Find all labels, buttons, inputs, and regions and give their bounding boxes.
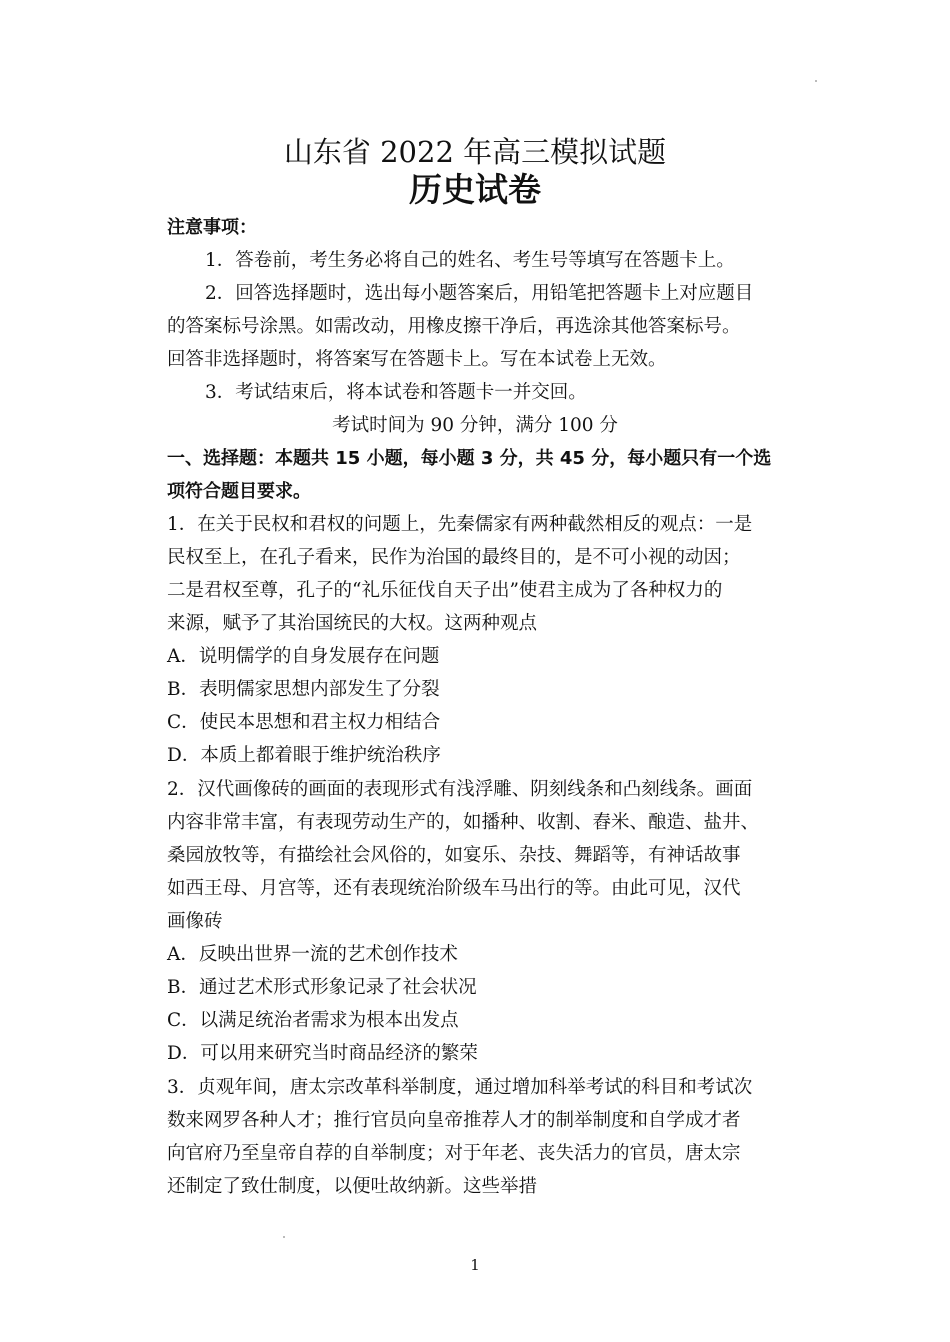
section-heading: 项符合题目要求。 (167, 481, 311, 502)
question-2-stem: 桑园放牧等，有描绘社会风俗的，如宴乐、杂技、舞蹈等，有神话故事 (167, 845, 741, 866)
exam-time-info: 考试时间为 90 分钟，满分 100 分 (332, 415, 618, 436)
question-1-stem: 来源，赋予了其治国统民的大权。这两种观点 (167, 613, 538, 634)
question-2-stem: 如西王母、月宫等，还有表现统治阶级车马出行的等。由此可见，汉代 (167, 878, 741, 899)
question-2-option-c: C．以满足统治者需求为根本出发点 (167, 1010, 459, 1031)
notice-line: 的答案标号涂黑。如需改动，用橡皮擦干净后，再选涂其他答案标号。 (167, 316, 741, 337)
question-1-option-c: C．使民本思想和君主权力相结合 (167, 712, 441, 733)
question-2-option-a: A．反映出世界一流的艺术创作技术 (167, 944, 458, 965)
section-heading: 一、选择题：本题共 15 小题，每小题 3 分，共 45 分，每小题只有一个选 (167, 448, 772, 469)
notice-line: 2．回答选择题时，选出每小题答案后，用铅笔把答题卡上对应题目 (205, 283, 754, 304)
question-1-stem: 二是君权至尊，孔子的“礼乐征伐自天子出”使君主成为了各种权力的 (167, 580, 723, 601)
question-3-stem: 3．贞观年间，唐太宗改革科举制度，通过增加科举考试的科目和考试次 (167, 1077, 753, 1098)
question-2-option-b: B．通过艺术形式形象记录了社会状况 (167, 977, 477, 998)
question-1-option-b: B．表明儒家思想内部发生了分裂 (167, 679, 440, 700)
scan-speck (283, 1236, 285, 1238)
question-1-option-a: A．说明儒学的自身发展存在问题 (167, 646, 440, 667)
exam-subject-title: 历史试卷 (409, 170, 541, 209)
question-1-option-d: D．本质上都着眼于维护统治秩序 (167, 745, 441, 766)
exam-title: 山东省 2022 年高三模拟试题 (283, 135, 667, 169)
notice-line: 1．答卷前，考生务必将自己的姓名、考生号等填写在答题卡上。 (205, 250, 735, 271)
question-2-stem: 画像砖 (167, 911, 223, 932)
question-2-stem: 2．汉代画像砖的画面的表现形式有浅浮雕、阴刻线条和凸刻线条。画面 (167, 779, 753, 800)
notice-heading: 注意事项： (167, 217, 257, 238)
question-2-option-d: D．可以用来研究当时商品经济的繁荣 (167, 1043, 478, 1064)
scan-speck (815, 80, 817, 82)
question-3-stem: 还制定了致仕制度，以便吐故纳新。这些举措 (167, 1176, 538, 1197)
page-number: 1 (470, 1256, 480, 1274)
notice-line: 3．考试结束后，将本试卷和答题卡一并交回。 (205, 382, 587, 403)
notice-line: 回答非选择题时，将答案写在答题卡上。写在本试卷上无效。 (167, 349, 667, 370)
question-1-stem: 民权至上，在孔子看来，民作为治国的最终目的，是不可小视的动因； (167, 547, 741, 568)
question-1-stem: 1．在关于民权和君权的问题上，先秦儒家有两种截然相反的观点：一是 (167, 514, 753, 535)
question-3-stem: 数来网罗各种人才；推行官员向皇帝推荐人才的制举制度和自学成才者 (167, 1110, 741, 1131)
question-2-stem: 内容非常丰富，有表现劳动生产的，如播种、收割、舂米、酿造、盐井、 (167, 812, 760, 833)
question-3-stem: 向官府乃至皇帝自荐的自举制度；对于年老、丧失活力的官员，唐太宗 (167, 1143, 741, 1164)
